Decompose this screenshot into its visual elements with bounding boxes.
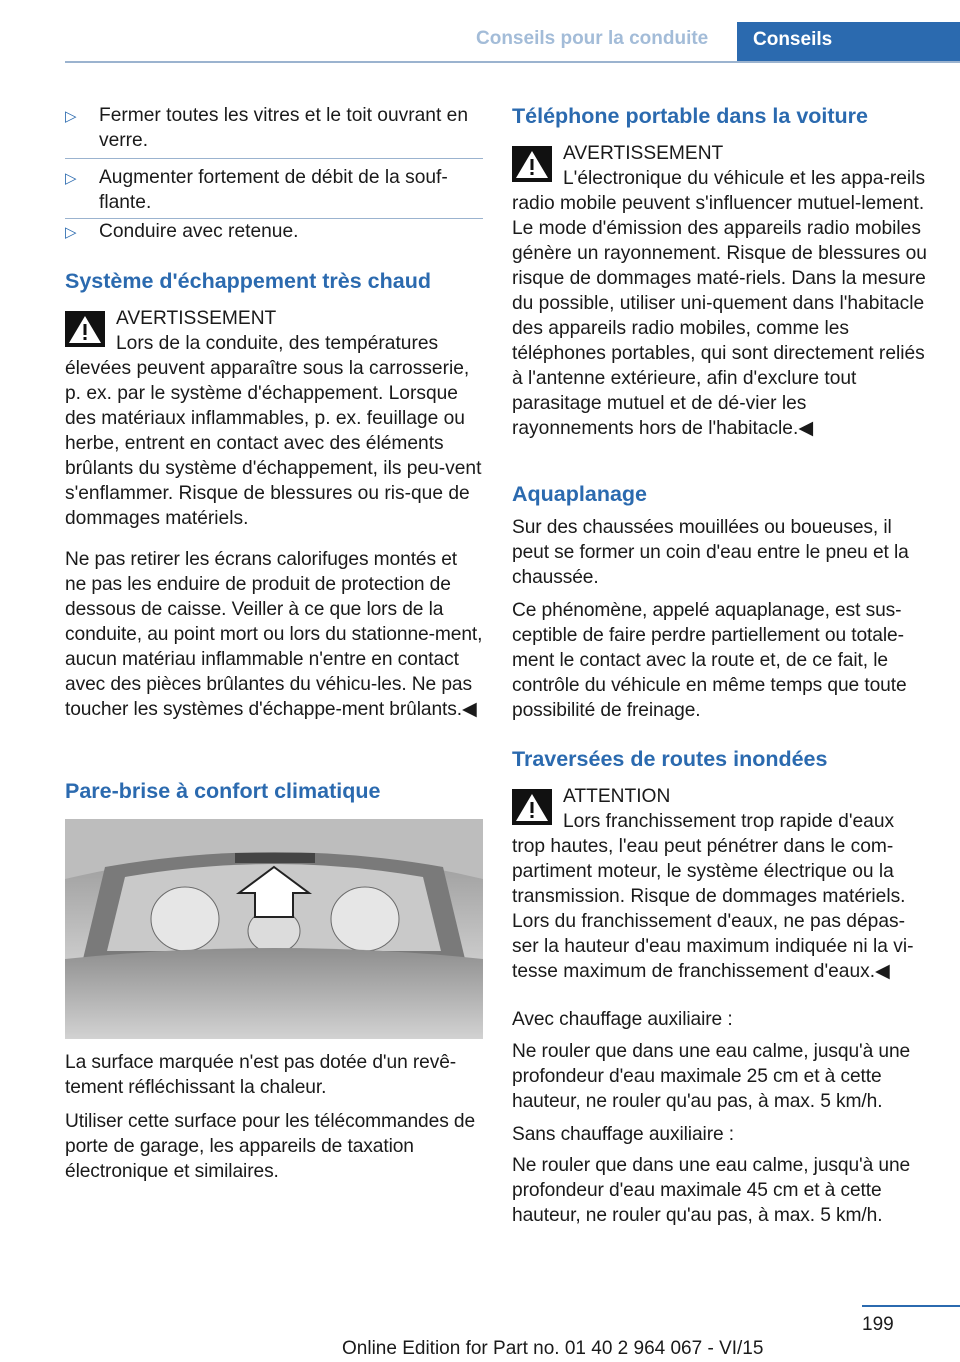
list-item-text: Fermer toutes les vitres et le toit ouvrant en verre. [99, 105, 468, 151]
section-heading-windshield: Pare-brise à confort climatique [65, 779, 381, 803]
windshield-paragraph-1: La surface marquée n'est pas dotée d'un revê‐tement réfléchissant la chaleur. [65, 1052, 457, 1098]
aquaplaning-paragraph-2: Ce phénomène, appelé aquaplanage, est sus‐ceptible de faire perdre partiellement ou totale‐ment le contact avec la route et, de ce fait, le contrôle du véhicule en même temps que toute possibilité de freinage. [512, 600, 907, 721]
triangle-bullet-icon: ▷ [65, 108, 77, 125]
section-heading-phone: Téléphone portable dans la voiture [512, 104, 869, 128]
aux-heating-off-label: Sans chauffage auxiliaire : [512, 1124, 735, 1145]
warning-text: Lors franchissement trop rapide d'eaux trop hautes, l'eau peut pénétrer dans le com‐partiment moteur, le système électrique ou la transmission. Risque de dommages matériels. Lors du franchissement d'eaux, ne pas dépas‐ser la hauteur d'eau maximum indiquée ni la vi‐tesse maximum de franchissement d'eaux.◀ [512, 811, 914, 982]
warning-text: L'électronique du véhicule et les appa‐reils radio mobile peuvent s'influencer mutuel‐lement. Le mode d'émission des appareils radio mobiles génère un rayonnement. Risque de blessures ou risque de dommages maté‐riels. Dans la mesure du possible, utiliser uni‐quement dans l'habitacle des appareils radio mobiles, comme les téléphones portables, qui sont directement reliés à l'antenne extérieure, afin d'exclure tout parasitage mutuel et de dé‐vier les rayonnements hors de l'habitacle.◀ [512, 168, 927, 439]
aux-heating-off-text: Ne rouler que dans une eau calme, jusqu'à une profondeur d'eau maximale 45 cm et à cette hauteur, ne rouler qu'au pas, à max. 5 km/h. [512, 1155, 911, 1226]
footer-rule [862, 1305, 960, 1307]
exhaust-paragraph: Ne pas retirer les écrans calorifuges montés et ne pas les enduire de produit de protection de dessous de caisse. Veiller à ce que lors de la conduite, au point mort ou lors du stationne‐ment, aucun matériau inflammable n'entre en contact avec des pièces brûlantes du véhicu‐les. Ne pas toucher les systèmes d'échappe‐ment brûlants.◀ [65, 549, 483, 720]
warning-text: Lors de la conduite, des températures élevées peuvent apparaître sous la carrosserie, p. ex. par le système d'échappement. Lorsque des matériaux inflammables, p. ex. feuillage ou herbe, entrent en contact avec des éléments brûlants du système d'échappement, ils peu‐vent s'enflammer. Risque de blessures ou ris‐que de dommages matériels. [65, 333, 482, 529]
aquaplaning-paragraph-1: Sur des chaussées mouillées ou boueuses, il peut se former un coin d'eau entre le pneu et la chaussée. [512, 517, 909, 588]
header-section-title: Conseils pour la conduite [476, 28, 709, 49]
edition-footer: Online Edition for Part no. 01 40 2 964 067 - VI/15 [342, 1338, 764, 1359]
warning-label: ATTENTION [563, 786, 671, 807]
section-heading-exhaust: Système d'échappement très chaud [65, 269, 431, 293]
aux-heating-on-text: Ne rouler que dans une eau calme, jusqu'à une profondeur d'eau maximale 25 cm et à cette hauteur, ne rouler qu'au pas, à max. 5 km/h. [512, 1041, 911, 1112]
list-item-text: Augmenter fortement de débit de la souf‐flante. [99, 167, 448, 213]
warning-label: AVERTISSEMENT [563, 143, 724, 164]
section-heading-aquaplaning: Aquaplanage [512, 482, 647, 506]
page-number: 199 [862, 1314, 894, 1335]
list-divider [65, 158, 483, 159]
header-tab [737, 22, 960, 63]
triangle-bullet-icon: ▷ [65, 170, 77, 187]
list-item-text: Conduire avec retenue. [99, 221, 299, 242]
section-heading-flooded-roads: Traversées de routes inondées [512, 747, 828, 771]
triangle-bullet-icon: ▷ [65, 224, 77, 241]
header-rule [65, 61, 960, 63]
windshield-image [65, 819, 483, 1039]
aux-heating-on-label: Avec chauffage auxiliaire : [512, 1009, 733, 1030]
warning-label: AVERTISSEMENT [116, 308, 277, 329]
header-tab-label: Conseils [753, 29, 833, 50]
windshield-paragraph-2: Utiliser cette surface pour les télécommandes de porte de garage, les appareils de taxation électronique et similaires. [65, 1111, 476, 1182]
